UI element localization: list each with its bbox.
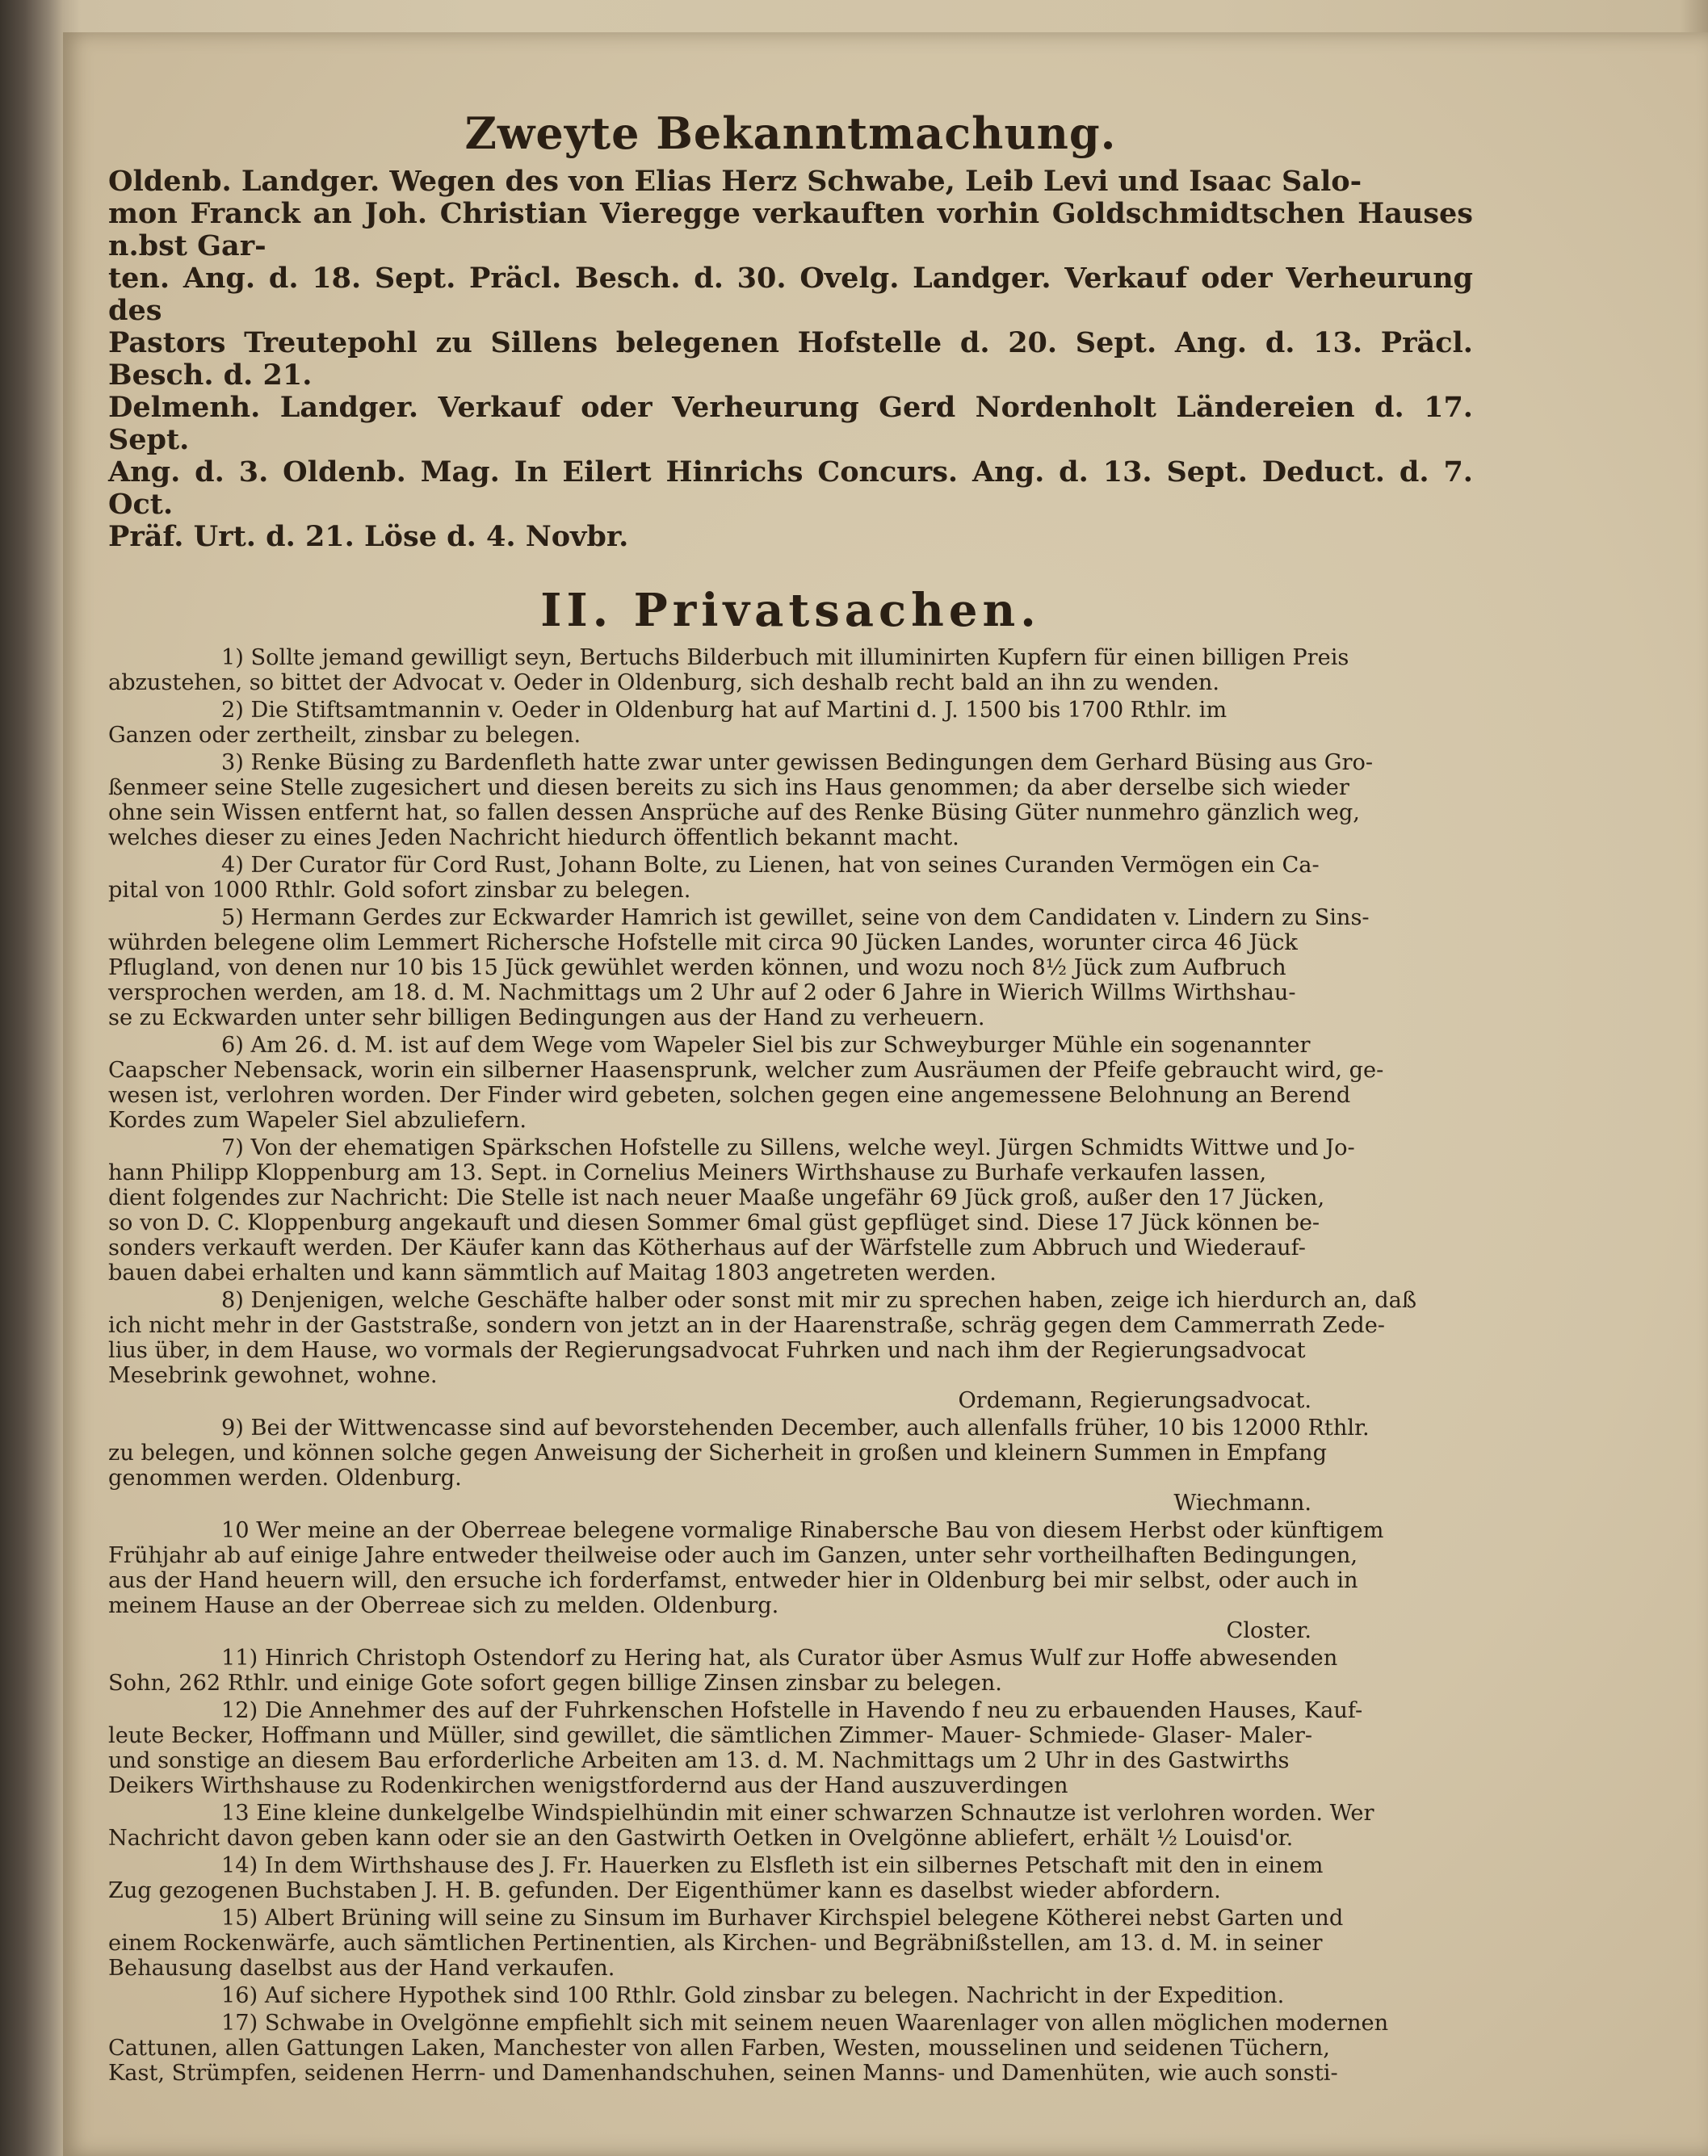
notice-line: ohne sein Wissen entfernt hat, so fallen dessen Ansprüche auf des Renke Büsing Güter nunmehro gänzlich weg, [108, 800, 1360, 825]
court-notices-block [108, 166, 1473, 553]
court-notice-line: Oldenb. Landger. Wegen des von Elias Herz Schwabe, Leib Levi und Isaac Salo- [108, 165, 1362, 198]
notice-entry [108, 853, 1473, 903]
section-title-bekanntmachung: Zweyte Bekanntmachung. [464, 107, 1117, 159]
notice-line: ßenmeer seine Stelle zugesichert und diesen bereits zu sich ins Haus genommen; da aber derselbe sich wieder [108, 775, 1349, 800]
notice-line: zu belegen, und können solche gegen Anweisung der Sicherheit in großen und kleinern Summen in Empfang [108, 1441, 1327, 1466]
notice-line: welches dieser zu eines Jeden Nachricht hiedurch öffentlich bekannt macht. [108, 825, 959, 850]
notice-line: 1) Sollte jemand gewilligt seyn, Bertuchs Bilderbuch mit illuminirten Kupfern für einen billigen Preis [221, 645, 1349, 670]
notice-line: dient folgendes zur Nachricht: Die Stelle ist nach neuer Maaße ungefähr 69 Jück groß, außer den 17 Jücken, [108, 1185, 1325, 1210]
notice-line: Behausung daselbst aus der Hand verkaufen. [108, 1956, 615, 1981]
notice-line: 15) Albert Brüning will seine zu Sinsum im Burhaver Kirchspiel belegene Kötherei nebst Garten und [221, 1906, 1344, 1931]
notice-line: und sonstige an diesem Bau erforderliche Arbeiten am 13. d. M. Nachmittags um 2 Uhr in des Gastwirths [108, 1748, 1290, 1773]
notice-line: wesen ist, verlohren worden. Der Finder wird gebeten, solchen gegen eine angemessene Belohnung an Berend [108, 1083, 1351, 1108]
notice-line: genommen werden. Oldenburg. [108, 1466, 462, 1491]
notice-line: 12) Die Annehmer des auf der Fuhrkenschen Hofstelle in Havendo f neu zu erbauenden Hauses, Kauf- [221, 1698, 1363, 1723]
notice-line: Kordes zum Wapeler Siel abzuliefern. [108, 1108, 527, 1133]
court-notice-line: mon Franck an Joh. Christian Vieregge verkauften vorhin Goldschmidtschen Hauses n.bst Gar- [108, 197, 1473, 262]
notice-entry [108, 1801, 1473, 1851]
notice-line: Ganzen oder zertheilt, zinsbar zu belegen. [108, 723, 581, 748]
notice-entry [108, 1518, 1473, 1643]
notice-line: 14) In dem Wirthshause des J. Fr. Hauerken zu Elsfleth ist ein silbernes Petschaft mit den in einem [221, 1853, 1324, 1878]
notice-entry [108, 1288, 1473, 1413]
notice-line: 2) Die Stiftsamtmannin v. Oeder in Oldenburg hat auf Martini d. J. 1500 bis 1700 Rthlr. im [221, 698, 1227, 723]
notice-entry [108, 1135, 1473, 1286]
notice-line: 4) Der Curator für Cord Rust, Johann Bolte, zu Lienen, hat von seines Curanden Vermögen ein Ca- [221, 853, 1320, 878]
notice-line: bauen dabei erhalten und kann sämmtlich auf Maitag 1803 angetreten werden. [108, 1260, 997, 1286]
notice-line: Kast, Strümpfen, seidenen Herrn- und Damenhandschuhen, seinen Manns- und Damenhüten, wie auch sonsti- [108, 2061, 1338, 2086]
private-notices-list [108, 645, 1473, 2086]
notice-entry [108, 1853, 1473, 1903]
notice-entry [108, 1416, 1473, 1516]
notice-line: se zu Eckwarden unter sehr billigen Bedingungen aus der Hand zu verheuern. [108, 1005, 985, 1030]
notice-line: leute Becker, Hoffmann und Müller, sind gewillet, die sämtlichen Zimmer- Mauer- Schmiede- Glaser- Maler- [108, 1723, 1313, 1748]
notice-line: 7) Von der ehematigen Spärkschen Hofstelle zu Sillens, welche weyl. Jürgen Schmidts Wittwe und Jo- [221, 1135, 1355, 1160]
notice-line: 9) Bei der Wittwencasse sind auf bevorstehenden December, auch allenfalls früher, 10 bis 12000 Rthlr. [221, 1416, 1370, 1441]
newspaper-page [63, 32, 1708, 2156]
court-notice-line: ten. Ang. d. 18. Sept. Präcl. Besch. d. 30. Ovelg. Landger. Verkauf oder Verheurung des [108, 262, 1473, 327]
notice-line: 6) Am 26. d. M. ist auf dem Wege vom Wapeler Siel bis zur Schweyburger Mühle ein sogenannter [221, 1033, 1311, 1058]
section-title-privatsachen: II. Privatsachen. [540, 584, 1041, 637]
notice-entry [108, 2011, 1473, 2086]
notice-line: Mesebrink gewohnet, wohne. [108, 1363, 438, 1388]
notice-line: lius über, in dem Hause, wo vormals der Regierungsadvocat Fuhrken und nach ihm der Regierungsadvocat [108, 1338, 1306, 1363]
notice-line: Pflugland, von denen nur 10 bis 15 Jück gewühlet werden können, und wozu noch 8½ Jück zum Aufbruch [108, 955, 1286, 980]
notice-signature: Closter. [1226, 1618, 1311, 1643]
notice-entry [108, 750, 1473, 850]
notice-entry [108, 1033, 1473, 1133]
notice-line: versprochen werden, am 18. d. M. Nachmittags um 2 Uhr auf 2 oder 6 Jahre in Wierich Willms Wirthshau- [108, 980, 1296, 1005]
notice-entry [108, 905, 1473, 1030]
notice-line: Nachricht davon geben kann oder sie an den Gastwirth Oetken in Ovelgönne abliefert, erhält ½ Louisd'or. [108, 1826, 1294, 1851]
notice-line: hann Philipp Kloppenburg am 13. Sept. in Cornelius Meiners Wirthshause zu Burhafe verkaufen lassen, [108, 1160, 1267, 1185]
notice-signature: Ordemann, Regierungsadvocat. [958, 1388, 1311, 1413]
notice-entry [108, 1906, 1473, 1981]
notice-entry [108, 1698, 1473, 1798]
notice-entry [108, 645, 1473, 695]
notice-line: 17) Schwabe in Ovelgönne empfiehlt sich mit seinem neuen Waarenlager von allen möglichen modernen [221, 2011, 1389, 2036]
court-notice-line: Pastors Treutepohl zu Sillens belegenen Hofstelle d. 20. Sept. Ang. d. 13. Präcl. Besch. d. 21. [108, 326, 1473, 392]
notice-line: Zug gezogenen Buchstaben J. H. B. gefunden. Der Eigenthümer kann es daselbst wieder abfordern. [108, 1878, 1221, 1903]
notice-line: Sohn, 262 Rthlr. und einige Gote sofort gegen billige Zinsen zinsbar zu belegen. [108, 1671, 1002, 1696]
notice-entry [108, 698, 1473, 748]
notice-line: Deikers Wirthshause zu Rodenkirchen wenigstfordernd aus der Hand auszuverdingen [108, 1773, 1068, 1798]
notice-entry [108, 1646, 1473, 1696]
court-notice-line: Ang. d. 3. Oldenb. Mag. In Eilert Hinrichs Concurs. Ang. d. 13. Sept. Deduct. d. 7. Oct. [108, 455, 1473, 521]
notice-line: aus der Hand heuern will, den ersuche ich forderfamst, entweder hier in Oldenburg bei mir selbst, oder auch in [108, 1568, 1358, 1593]
court-notice-line: Präf. Urt. d. 21. Löse d. 4. Novbr. [108, 520, 629, 553]
notice-line: 11) Hinrich Christoph Ostendorf zu Hering hat, als Curator über Asmus Wulf zur Hoffe abwesenden [221, 1646, 1338, 1671]
notice-line: 10 Wer meine an der Oberreae belegene vormalige Rinabersche Bau von diesem Herbst oder künftigem [221, 1518, 1384, 1543]
notice-entry [108, 1983, 1473, 2008]
notice-line: meinem Hause an der Oberreae sich zu melden. Oldenburg. [108, 1593, 779, 1618]
notice-line: Frühjahr ab auf einige Jahre entweder theilweise oder auch im Ganzen, unter sehr vortheilhaften Bedingungen, [108, 1543, 1358, 1568]
notice-line: einem Rockenwärfe, auch sämtlichen Pertinentien, als Kirchen- und Begräbnißstellen, am 13. d. M. in seiner [108, 1931, 1323, 1956]
notice-line: 13 Eine kleine dunkelgelbe Windspielhündin mit einer schwarzen Schnautze ist verlohren worden. Wer [221, 1801, 1374, 1826]
notice-line: Cattunen, allen Gattungen Laken, Manchester von allen Farben, Westen, mousselinen und seidenen Tüchern, [108, 2036, 1330, 2061]
notice-line: 16) Auf sichere Hypothek sind 100 Rthlr. Gold zinsbar zu belegen. Nachricht in der Expedition. [221, 1983, 1285, 2008]
notice-signature: Wiechmann. [1173, 1491, 1311, 1516]
notice-line: sonders verkauft werden. Der Käufer kann das Kötherhaus auf der Wärfstelle zum Abbruch und Wiederauf- [108, 1235, 1306, 1260]
notice-line: 3) Renke Büsing zu Bardenfleth hatte zwar unter gewissen Bedingungen dem Gerhard Büsing aus Gro- [221, 750, 1374, 775]
text-column [108, 109, 1473, 2088]
court-notice-line: Delmenh. Landger. Verkauf oder Verheurung Gerd Nordenholt Ländereien d. 17. Sept. [108, 391, 1473, 456]
notice-line: pital von 1000 Rthlr. Gold sofort zinsbar zu belegen. [108, 878, 691, 903]
notice-line: 8) Denjenigen, welche Geschäfte halber oder sonst mit mir zu sprechen haben, zeige ich hierdurch an, daß [221, 1288, 1417, 1313]
notice-line: abzustehen, so bittet der Advocat v. Oeder in Oldenburg, sich deshalb recht bald an ihn zu wenden. [108, 670, 1220, 695]
notice-line: so von D. C. Kloppenburg angekauft und diesen Sommer 6mal güst gepflüget sind. Diese 17 Jück können be- [108, 1210, 1320, 1235]
notice-line: 5) Hermann Gerdes zur Eckwarder Hamrich ist gewillet, seine von dem Candidaten v. Lindern zu Sins- [221, 905, 1370, 930]
notice-line: Caapscher Nebensack, worin ein silberner Haasensprunk, welcher zum Ausräumen der Pfeife gebraucht wird, ge- [108, 1058, 1384, 1083]
notice-line: ich nicht mehr in der Gaststraße, sondern von jetzt an in der Haarenstraße, schräg gegen dem Cammerrath Zede- [108, 1313, 1385, 1338]
notice-line: wührden belegene olim Lemmert Richersche Hofstelle mit circa 90 Jücken Landes, worunter circa 46 Jück [108, 930, 1298, 955]
